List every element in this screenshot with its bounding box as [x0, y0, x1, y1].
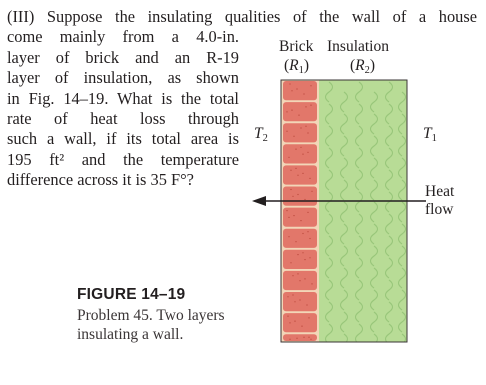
brick-speck	[303, 337, 304, 338]
brick-speck	[291, 110, 292, 111]
problem-line: such a wall, if its total area is	[7, 129, 239, 149]
brick-speck	[302, 252, 303, 253]
figure-caption-text: Problem 45. Two layers insulating a wall.	[77, 307, 225, 343]
brick-speck	[307, 231, 308, 232]
brick-speck	[286, 210, 287, 211]
brick-speck	[290, 170, 291, 171]
brick-speck	[295, 149, 296, 150]
brick-speck	[310, 339, 311, 340]
problem-line: difference across it is 35 F°?	[7, 170, 194, 190]
brick-speck	[294, 301, 295, 302]
brick-speck	[309, 257, 310, 258]
brick-speck	[307, 212, 308, 213]
r2-label: $(R_2)$	[350, 57, 376, 76]
brick	[283, 123, 317, 142]
brick-speck	[288, 217, 289, 218]
brick-speck	[304, 278, 305, 279]
brick-speck	[299, 299, 300, 300]
brick-speck	[297, 175, 298, 176]
brick-speck	[292, 275, 293, 276]
brick-speck	[307, 152, 308, 153]
brick-speck	[297, 254, 298, 255]
brick-speck	[288, 157, 289, 158]
insulation-layer	[319, 80, 407, 342]
brick-speck	[304, 259, 305, 260]
brick-speck	[311, 191, 312, 192]
brick	[283, 334, 317, 341]
brick-speck	[299, 280, 300, 281]
brick-label: Brick	[279, 38, 314, 55]
brick-speck	[305, 106, 306, 107]
brick-speck	[300, 220, 301, 221]
problem-line: in Fig. 14–19. What is the total	[7, 88, 239, 108]
problem-line: rate of heat loss through	[7, 109, 239, 129]
brick-speck	[290, 262, 291, 263]
problem-line: come mainly from a 4.0-in.	[7, 27, 239, 47]
brick	[283, 208, 317, 227]
brick-speck	[296, 88, 297, 89]
brick-speck	[305, 126, 306, 127]
brick-speck	[308, 317, 309, 318]
brick-speck	[309, 238, 310, 239]
insulation-label: Insulation	[327, 38, 389, 55]
brick-speck	[298, 115, 299, 116]
brick-speck	[300, 147, 301, 148]
brick	[283, 144, 317, 163]
brick-speck	[287, 316, 288, 317]
brick-speck	[310, 105, 311, 106]
brick-speck	[289, 322, 290, 323]
brick-speck	[292, 196, 293, 197]
brick-speck	[289, 83, 290, 84]
brick-speck	[302, 233, 303, 234]
problem-line: layer of brick and an R-19	[7, 47, 239, 67]
problem-line: layer of insulation, as shown	[7, 68, 239, 88]
brick-speck	[297, 273, 298, 274]
brick-speck	[287, 296, 288, 297]
brick-speck	[297, 194, 298, 195]
brick	[283, 102, 317, 121]
brick-speck	[294, 321, 295, 322]
t2-label: $T_2$	[254, 125, 268, 144]
brick-speck	[310, 85, 311, 86]
brick-speck	[286, 131, 287, 132]
brick-speck	[301, 326, 302, 327]
t1-label: $T_1$	[423, 125, 437, 144]
brick-speck	[295, 168, 296, 169]
brick-speck	[291, 90, 292, 91]
r1-label: $(R_1)$	[284, 57, 310, 76]
brick-speck	[303, 93, 304, 94]
brick	[283, 187, 317, 206]
heat-flow-arrowhead	[252, 196, 266, 206]
flow-label: flow	[425, 201, 454, 218]
brick-speck	[302, 154, 303, 155]
brick	[283, 165, 317, 184]
brick-speck	[309, 178, 310, 179]
brick	[283, 250, 317, 269]
brick-speck	[295, 241, 296, 242]
brick-speck	[293, 215, 294, 216]
brick	[283, 229, 317, 248]
brick-speck	[302, 173, 303, 174]
brick-speck	[289, 339, 290, 340]
brick-layer	[281, 80, 319, 342]
brick-speck	[296, 338, 297, 339]
brick-speck	[286, 111, 287, 112]
brick-speck	[292, 294, 293, 295]
brick-speck	[290, 189, 291, 190]
brick-speck	[293, 136, 294, 137]
problem-line: (III) Suppose the insulating qualities of the wall of a house	[7, 7, 477, 26]
brick-speck	[307, 132, 308, 133]
brick	[283, 292, 317, 311]
brick-speck	[304, 199, 305, 200]
brick-speck	[311, 283, 312, 284]
brick-speck	[306, 304, 307, 305]
heat-label: Heat	[425, 183, 455, 200]
brick-speck	[300, 127, 301, 128]
brick-speck	[308, 337, 309, 338]
problem-line: 195 ft² and the temperature	[7, 149, 239, 169]
figure-caption-title: FIGURE 14–19	[77, 286, 186, 303]
brick-speck	[288, 236, 289, 237]
brick	[283, 81, 317, 100]
